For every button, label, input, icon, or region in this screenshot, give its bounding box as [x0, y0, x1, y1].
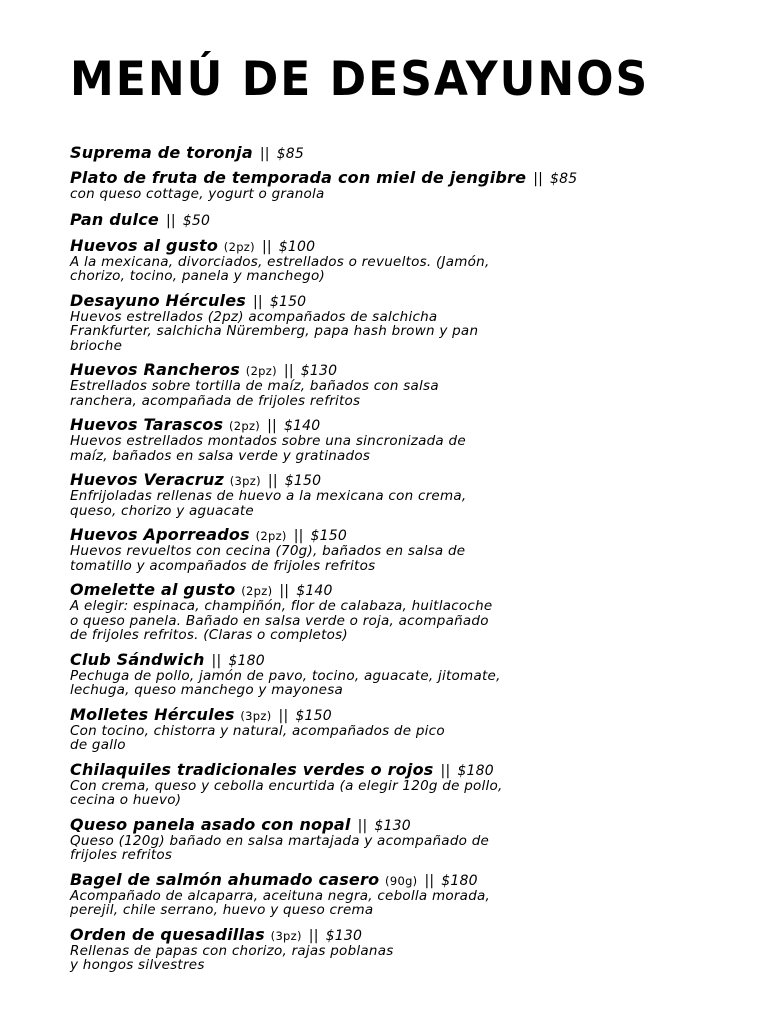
price-separator: || [440, 762, 451, 779]
menu-item-name: Desayuno Hércules [70, 290, 247, 310]
price-separator: || [283, 363, 294, 379]
price-separator: || [357, 817, 368, 834]
menu-item [70, 362, 630, 408]
menu-item-heading [70, 472, 630, 489]
price-separator: || [253, 293, 263, 310]
price-separator: || [278, 707, 289, 724]
menu-item-price: $140 [283, 418, 321, 434]
menu-item-heading [70, 235, 630, 255]
menu-item-name: Plato de fruta de temporada con miel de jengibre [70, 168, 527, 187]
menu-item [70, 145, 630, 162]
menu-item-price: $100 [278, 238, 316, 255]
menu-item-heading [70, 362, 630, 379]
menu-item-quantity: (2pz) [255, 529, 287, 543]
menu-item-quantity: (2pz) [223, 239, 255, 254]
menu-item-quantity: (3pz) [240, 708, 272, 723]
menu-item-heading [70, 290, 630, 310]
menu-item-name: Molletes Hércules [70, 704, 235, 724]
menu-item-quantity: (3pz) [229, 474, 261, 488]
menu-item [70, 290, 630, 354]
menu-item-name: Suprema de toronja [70, 143, 253, 162]
menu-item-price: $140 [296, 583, 333, 599]
menu-item-description: A la mexicana, divorciados, estrellados o revueltos. (Jamón, chorizo, tocino, panela y manchego) [70, 253, 490, 284]
menu-item-price: $50 [182, 212, 211, 229]
menu-item-heading [70, 814, 630, 834]
menu-item [70, 527, 630, 573]
price-separator: || [165, 212, 176, 229]
price-separator: || [424, 872, 435, 889]
menu-item-heading [70, 704, 630, 724]
menu-item [70, 649, 630, 698]
menu-item-name: Huevos al gusto [70, 235, 219, 255]
menu-item-heading [70, 145, 630, 162]
menu-item-quantity: (90g) [385, 873, 418, 888]
menu-item-name: Orden de quesadillas [70, 924, 265, 944]
menu-item-description: Con tocino, chistorra y natural, acompañados de pico de gallo [70, 722, 445, 753]
price-separator: || [308, 927, 319, 944]
menu-item [70, 704, 630, 753]
menu-item-name: Pan dulce [70, 209, 159, 229]
menu-item-heading [70, 759, 630, 779]
menu-item-name: Omelette al gusto [70, 580, 236, 599]
menu-item-heading [70, 582, 630, 599]
menu-item-description: Acompañado de alcaparra, aceituna negra, cebolla morada, perejil, chile serrano, huevo y queso crema [70, 887, 491, 918]
menu-item-quantity: (2pz) [245, 364, 277, 378]
menu-item-heading [70, 527, 630, 544]
menu-item-heading [70, 417, 630, 434]
menu-item-description: Pechuga de pollo, jamón de pavo, tocino, aguacate, jitomate, lechuga, queso manchego y mayonesa [70, 667, 501, 698]
menu-item [70, 170, 630, 202]
menu-item-name: Huevos Aporreados [70, 525, 250, 544]
menu-item-price: $150 [284, 473, 322, 489]
menu-item-heading [70, 924, 630, 944]
menu-item-price: $180 [228, 652, 265, 669]
menu-item-heading [70, 869, 630, 889]
menu-item-quantity: (2pz) [228, 419, 261, 433]
menu-item-price: $130 [374, 817, 411, 834]
menu-item-description: Huevos revueltos con cecina (70g), bañados en salsa de tomatillo y acompañados de frijoles refritos [70, 543, 466, 574]
menu-item-price: $130 [325, 927, 363, 944]
menu-item-description: A elegir: espinaca, champiñón, flor de calabaza, huitlacoche o queso panela. Bañado en salsa verde o roja, acompañado de frijoles refritos. (Claras o completos) [70, 598, 493, 643]
menu-item [70, 924, 630, 973]
price-separator: || [267, 473, 278, 489]
menu-item-heading [70, 170, 630, 187]
menu-item-description: Estrellados sobre tortilla de maíz, bañados con salsa ranchera, acompañada de frijoles refritos [70, 378, 439, 409]
menu-title: MENÚ DE DESAYUNOS [70, 52, 650, 108]
menu-item-description: Con crema, queso y cebolla encurtida (a elegir 120g de pollo, cecina o huevo) [70, 777, 503, 808]
menu-item-heading [70, 209, 630, 229]
price-separator: || [211, 652, 222, 669]
price-separator: || [259, 146, 270, 162]
menu-item-description: Huevos estrellados montados sobre una sincronizada de maíz, bañados en salsa verde y gratinados [70, 433, 466, 464]
menu-item [70, 814, 630, 863]
price-separator: || [533, 171, 544, 187]
menu-item-price: $150 [310, 528, 347, 544]
menu-item-description: Enfrijoladas rellenas de huevo a la mexicana con crema, queso, chorizo y aguacate [70, 488, 467, 519]
menu-item-name: Bagel de salmón ahumado casero [70, 869, 380, 889]
menu-item-description: con queso cottage, yogurt o granola [70, 186, 325, 202]
menu-item-price: $180 [457, 762, 494, 779]
price-separator: || [293, 528, 304, 544]
menu-item-description: Huevos estrellados (2pz) acompañados de salchicha Frankfurter, salchicha Nüremberg, papa hash brown y pan brioche [70, 308, 479, 354]
menu-item-name: Huevos Rancheros [70, 360, 240, 379]
menu-item [70, 869, 630, 918]
menu-item [70, 582, 630, 643]
price-separator: || [267, 418, 277, 434]
menu-item-quantity: (2pz) [241, 584, 273, 598]
menu-item [70, 759, 630, 808]
menu-item [70, 209, 630, 229]
menu-item-name: Club Sándwich [70, 649, 205, 669]
menu-item-heading [70, 649, 630, 669]
price-separator: || [261, 238, 272, 255]
menu-item-price: $180 [441, 872, 478, 889]
menu-item-name: Chilaquiles tradicionales verdes o rojos [70, 759, 434, 779]
menu-item-name: Huevos Tarascos [70, 415, 224, 434]
menu-item-description: Rellenas de papas con chorizo, rajas poblanas y hongos silvestres [70, 942, 394, 973]
menu-item-quantity: (3pz) [270, 928, 302, 943]
price-separator: || [279, 583, 290, 599]
menu-item-description: Queso (120g) bañado en salsa martajada y acompañado de frijoles refritos [70, 832, 490, 863]
menu-item-price: $130 [300, 363, 338, 379]
menu-item [70, 235, 630, 284]
menu-item-price: $85 [550, 171, 578, 187]
menu-list [70, 145, 630, 973]
menu-item-name: Queso panela asado con nopal [70, 814, 351, 834]
menu-item-name: Huevos Veracruz [70, 470, 224, 489]
menu-item-price: $150 [269, 293, 307, 310]
menu-item-price: $150 [295, 707, 332, 724]
menu-item [70, 417, 630, 463]
menu-item-price: $85 [276, 146, 304, 162]
menu-item [70, 472, 630, 518]
